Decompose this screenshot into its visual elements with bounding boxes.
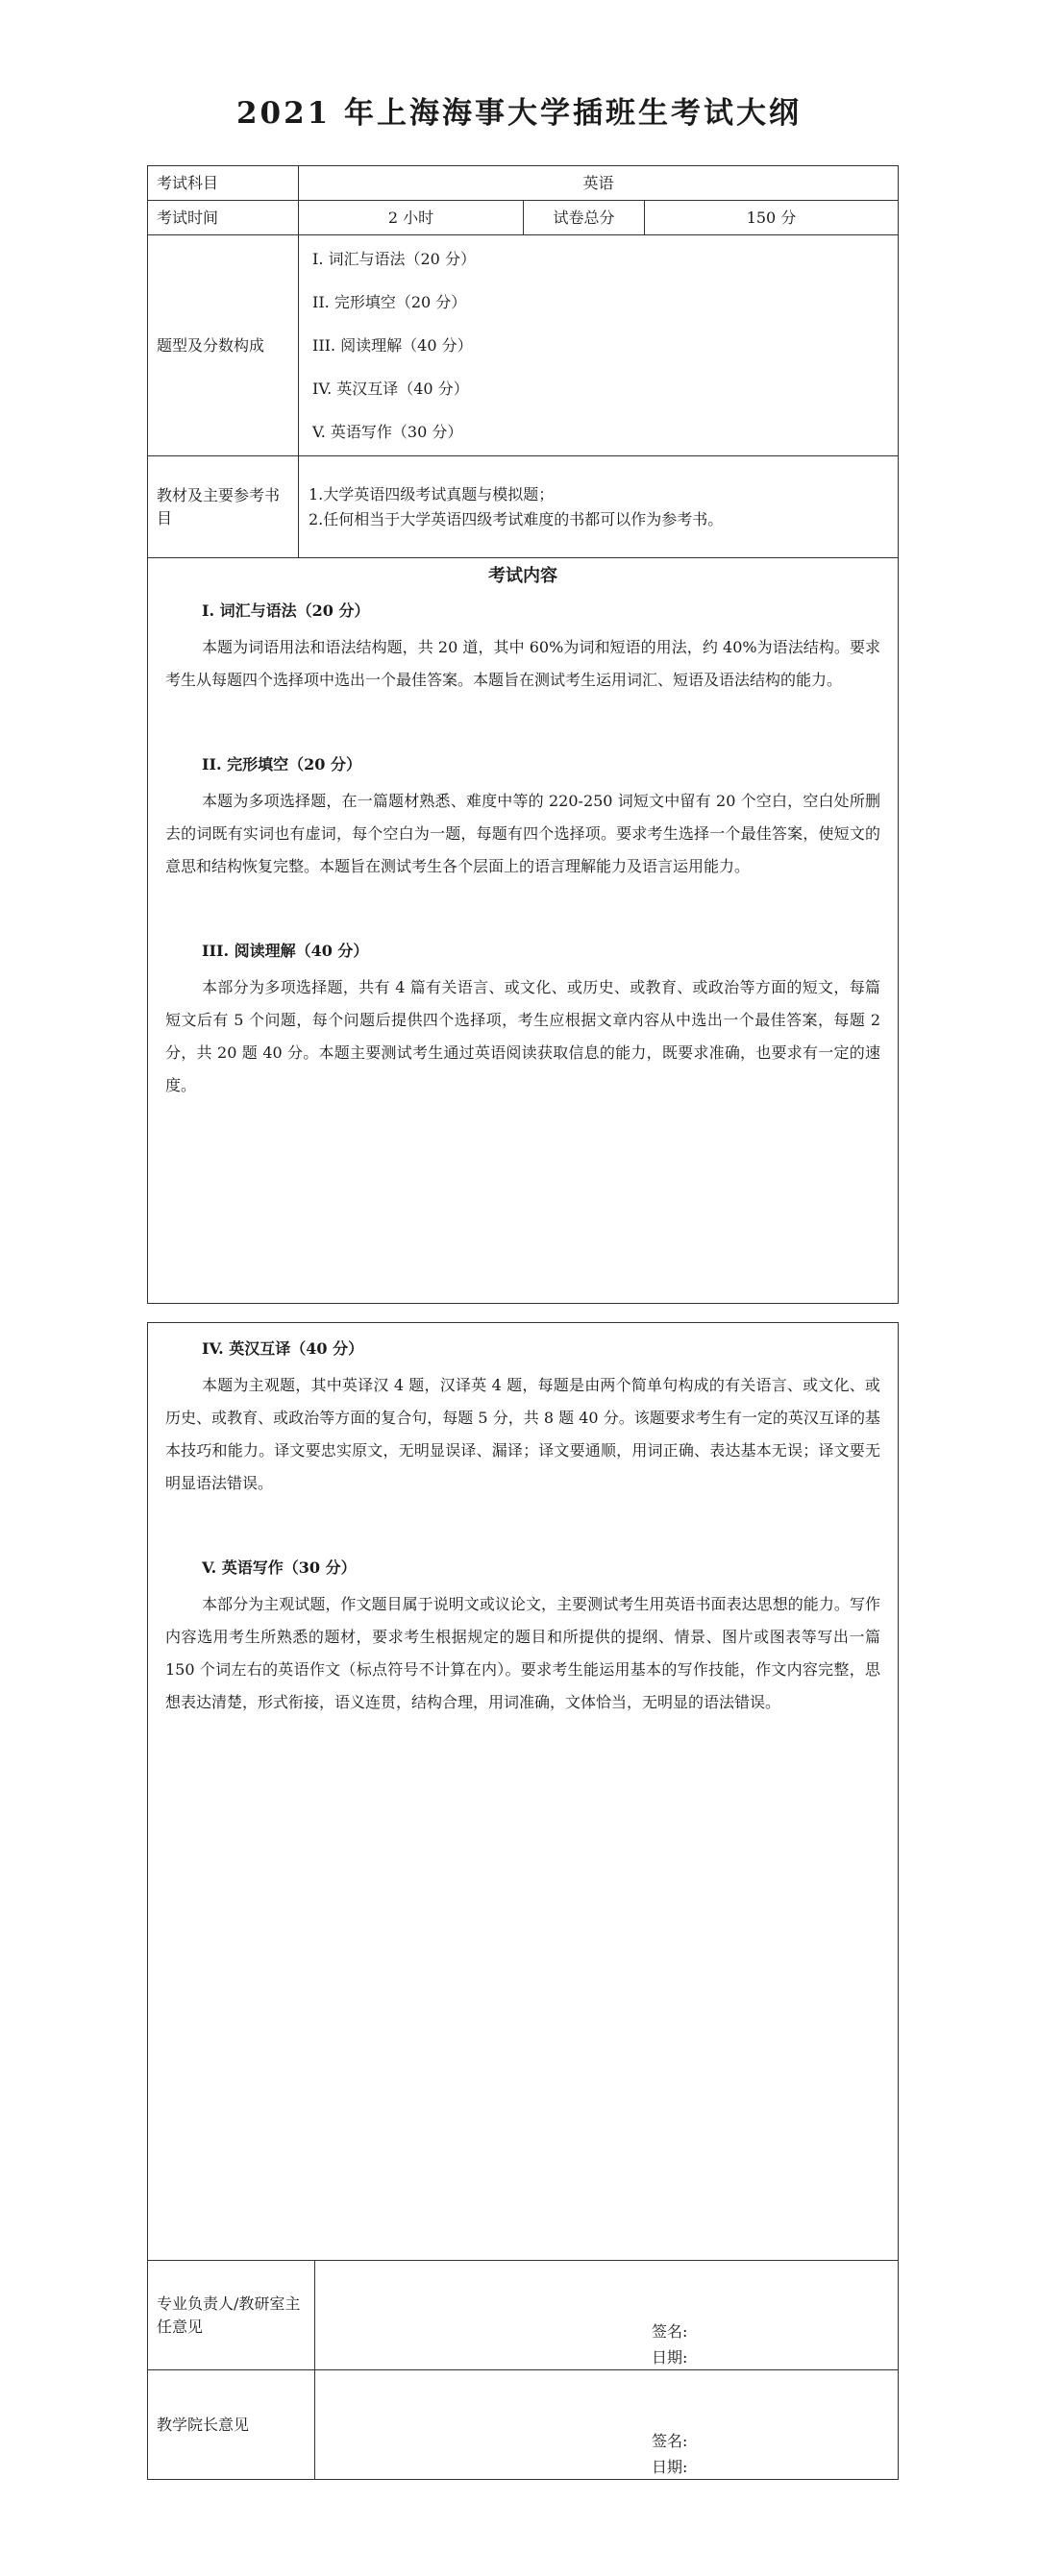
section-text: 本部分为主观试题，作文题目属于说明文或议论文，主要测试考生用英语书面表达思想的能力。写作内容选用考生所熟悉的题材，要求考生根据规定的题目和所提供的提纲、情景、图片或图表等写出一篇 150 个词左右的英语作文（标点符号不计算在内）。要求考生能运用基本的写作技能，作文内容完整，思想表达清楚，形式衔接，语义连贯，结构合理，用词准确，文体恰当，无明显的语法错误。 — [165, 1595, 880, 1711]
score-label: 试卷总分 — [524, 201, 645, 235]
section-text: 本部分为多项选择题，共有 4 篇有关语言、或文化、或历史、或教育、或政治等方面的短文，每篇短文后有 5 个问题，每个问题后提供四个选择项，考生应根据文章内容从中选出一个最佳答案，每题 2 分，共 20 题 40 分。本题主要测试考生通过英语阅读获取信息的能力，既要求准确，也要求有一定的速度。 — [165, 978, 881, 1094]
section-heading: I. 词汇与语法（20 分） — [202, 601, 370, 620]
reference-label: 教材及主要参考书目 — [148, 456, 299, 558]
list-item: IV. 英汉互译（40 分） — [312, 380, 469, 398]
date-label: 日期: — [652, 2457, 688, 2476]
section-text: 本题为词语用法和语法结构题，共 20 道，其中 60%为词和短语的用法，约 40%为语法结构。要求考生从每题四个选择项中选出一个最佳答案。本题旨在测试考生运用词汇、短语及语法结构的能力。 — [165, 638, 881, 689]
list-item: V. 英语写作（30 分） — [312, 423, 463, 441]
sign-label: 签名: — [652, 2431, 688, 2450]
sign-label: 签名: — [652, 2321, 688, 2341]
reference-list — [299, 456, 899, 558]
content-section-2 — [148, 1323, 899, 2261]
approval-sign-area — [315, 2261, 899, 2370]
approval-label-dean: 教学院长意见 — [148, 2370, 315, 2480]
subject-label: 考试科目 — [148, 166, 299, 201]
content-heading: 考试内容 — [488, 566, 557, 586]
time-value: 2 小时 — [299, 201, 524, 235]
score-value: 150 分 — [645, 201, 899, 235]
list-item: 2.任何相当于大学英语四级考试难度的书都可以作为参考书。 — [309, 509, 724, 528]
section-heading: IV. 英汉互译（40 分） — [202, 1339, 364, 1358]
section-heading: V. 英语写作（30 分） — [202, 1558, 357, 1577]
approval-label-head: 专业负责人/教研室主任意见 — [148, 2261, 315, 2370]
time-label: 考试时间 — [148, 201, 299, 235]
list-item: 1.大学英语四级考试真题与模拟题； — [309, 484, 555, 503]
section-text: 本题为多项选择题，在一篇题材熟悉、难度中等的 220-250 词短文中留有 20 个空白，空白处所删去的词既有实词也有虚词，每个空白为一题，每题有四个选择项。要求考生选择一个最佳答案，使短文的意思和结构恢复完整。本题旨在测试考生各个层面上的语言理解能力及语言运用能力。 — [165, 792, 881, 875]
document-title: 2021 年上海海事大学插班生考试大纲 — [235, 96, 803, 131]
section-heading: III. 阅读理解（40 分） — [202, 942, 369, 960]
approval-sign-area — [315, 2370, 899, 2480]
content-section-1 — [148, 558, 899, 1304]
section-text: 本题为主观题，其中英译汉 4 题，汉译英 4 题，每题是由两个简单句构成的有关语言、或文化、或历史、或教育、或政治等方面的复合句，每题 5 分，共 8 题 40 分。该题要求考生有一定的英汉互译的基本技巧和能力。译文要忠实原文，无明显误译、漏译；译文要通顺，用词正确、表达基本无误；译文要无明显语法错误。 — [165, 1376, 880, 1492]
date-label: 日期: — [652, 2347, 688, 2367]
question-types-list — [299, 235, 899, 456]
subject-value: 英语 — [299, 166, 899, 201]
types-label: 题型及分数构成 — [148, 235, 299, 456]
exam-content-continued-table — [147, 1322, 899, 2480]
exam-info-table — [147, 165, 899, 1304]
list-item: III. 阅读理解（40 分） — [312, 336, 473, 355]
list-item: I. 词汇与语法（20 分） — [312, 250, 476, 268]
section-heading: II. 完形填空（20 分） — [202, 755, 361, 773]
list-item: II. 完形填空（20 分） — [312, 293, 467, 311]
